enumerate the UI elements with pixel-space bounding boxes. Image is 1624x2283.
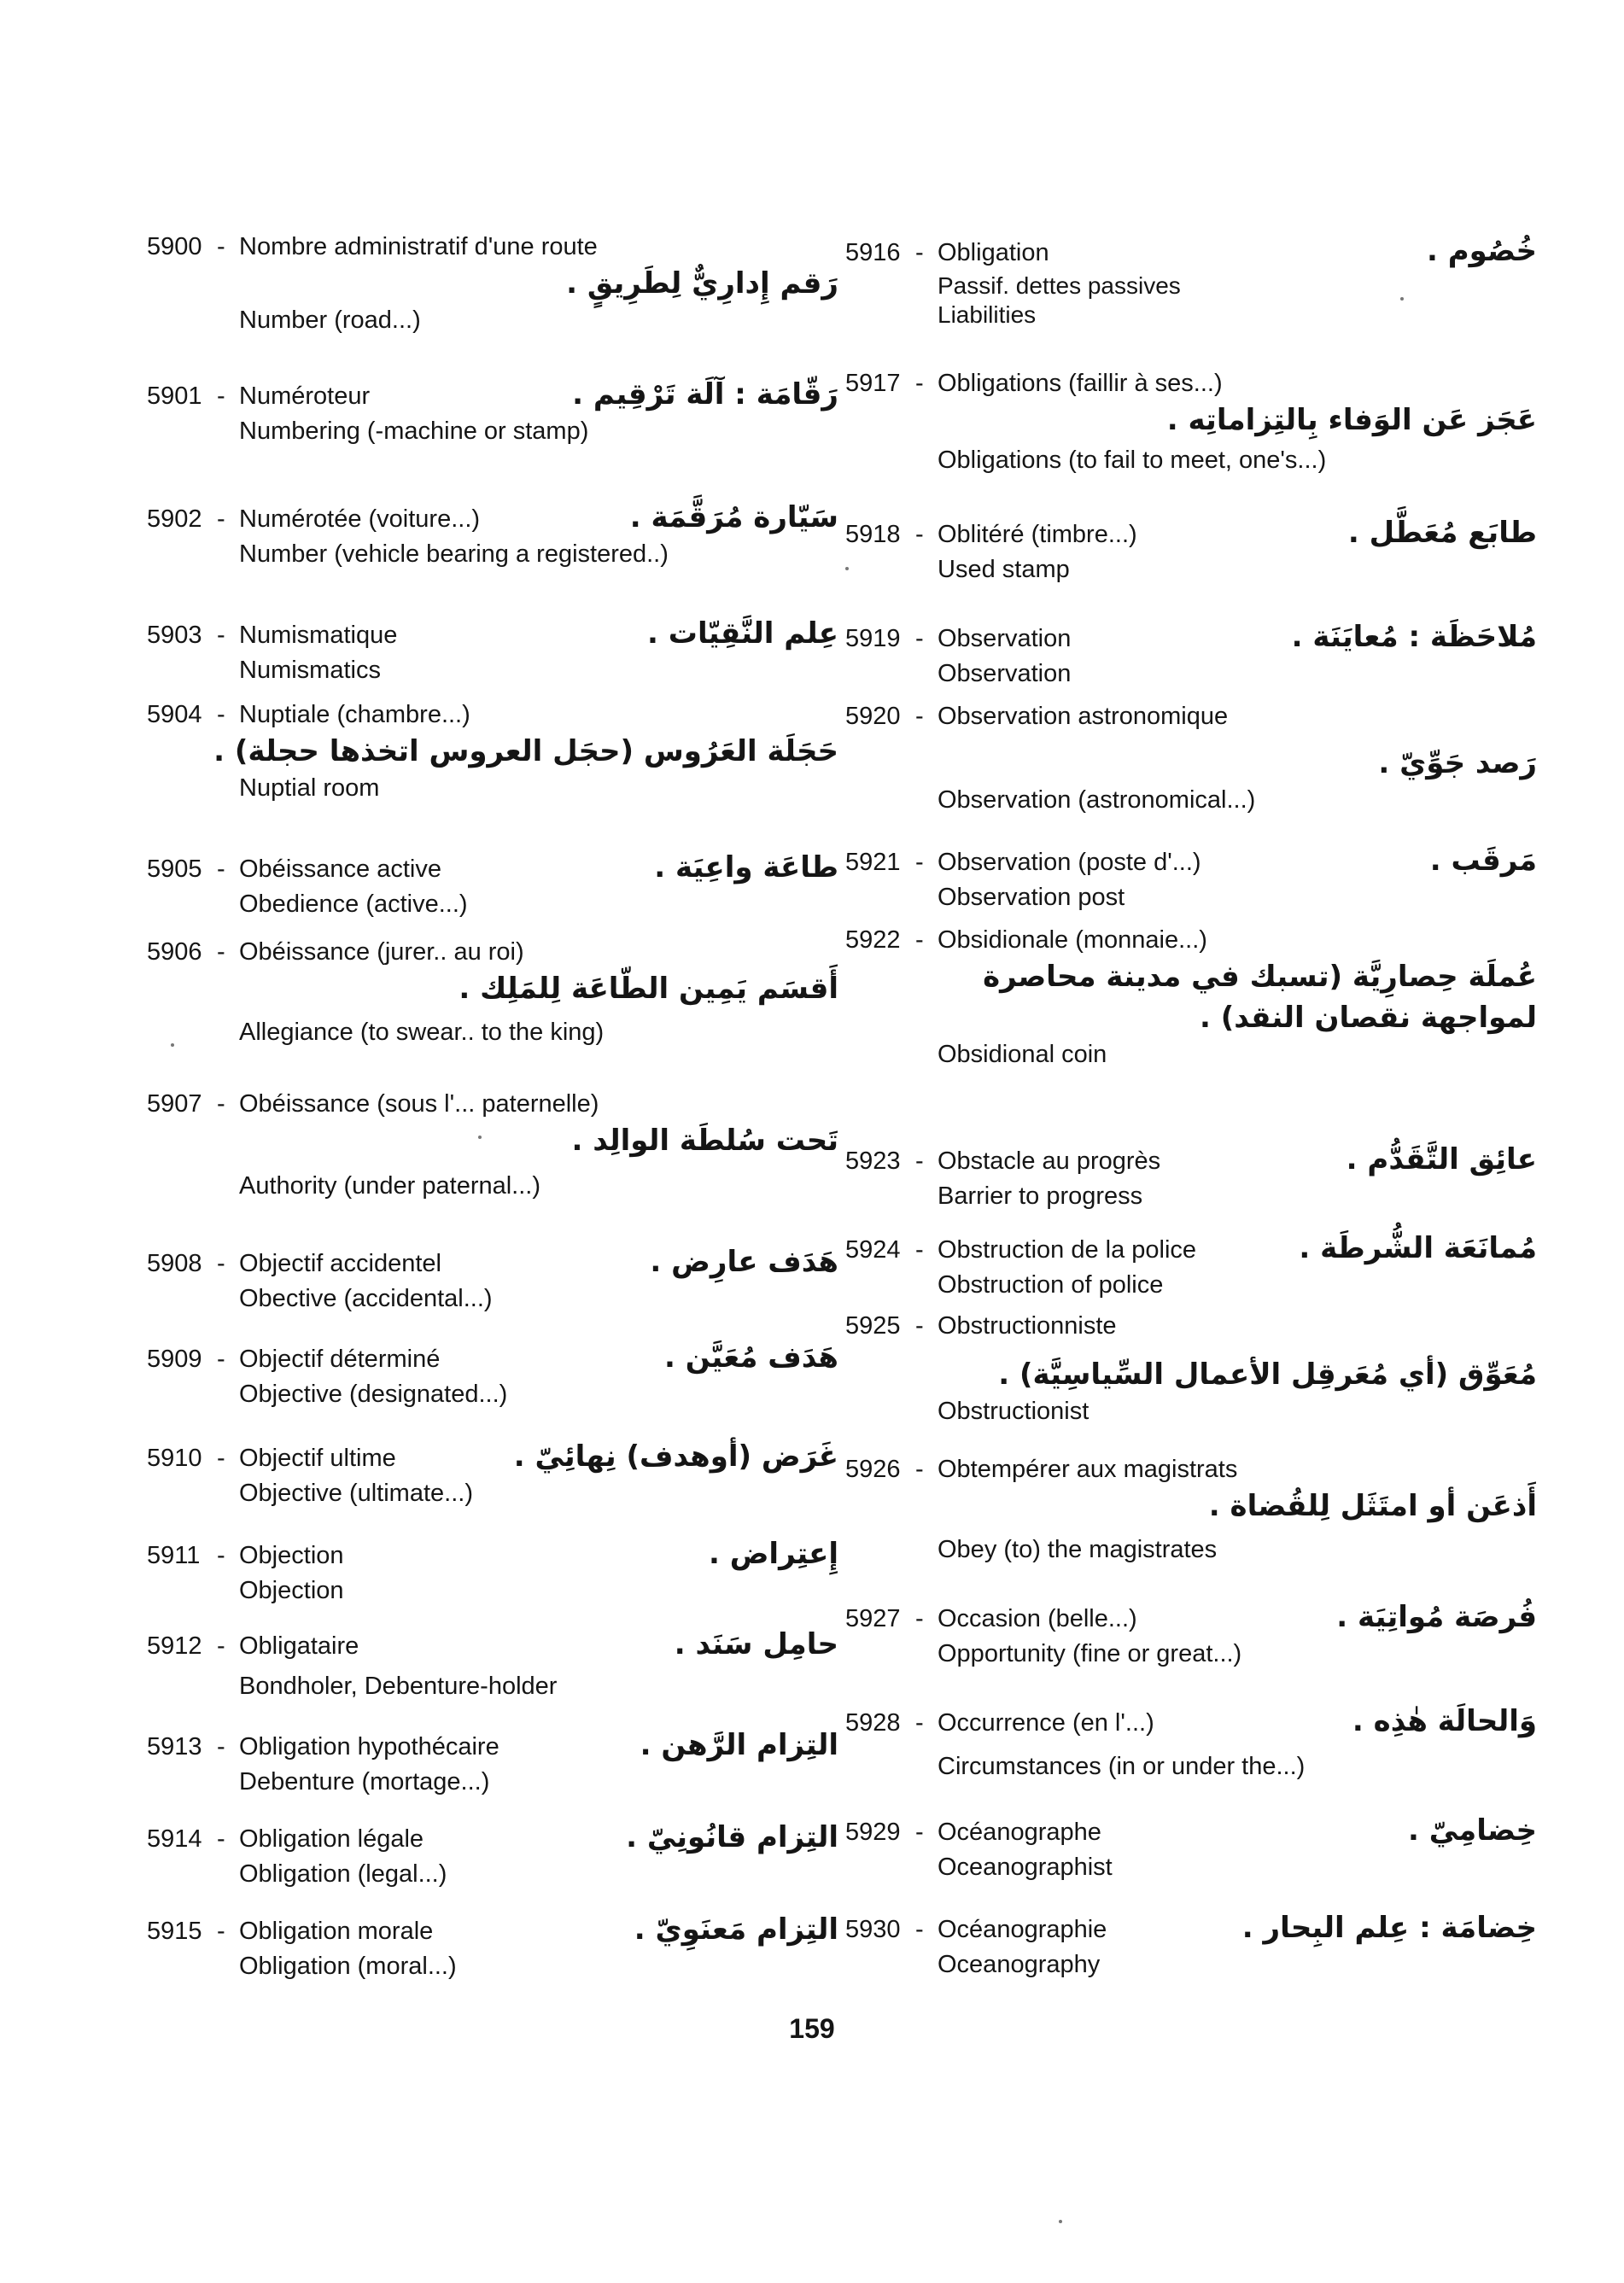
arabic-term: رَصد جَوِّيّ . (1378, 746, 1537, 780)
arabic-term: هَدَف مُعَيَّن . (663, 1340, 838, 1375)
entry-5904: 5904 - Nuptiale (chambre...) حَجَلَة العَرُوس (حجَل العروس اتخذها حجلة) . Nuptial room (147, 698, 838, 804)
french-term: Obtempérer aux magistrats (938, 1456, 1238, 1483)
entry-5914: 5914 - Obligation légale التِزام قانُونِيّ . Obligation (legal...) (147, 1817, 838, 1890)
english-term: Obstructionist (938, 1398, 1089, 1425)
french-gloss: Passif. dettes passives (938, 272, 1181, 299)
french-term: Océanographie (938, 1916, 1107, 1943)
english-term: Objective (designated...) (239, 1381, 508, 1408)
english-term: Objection (239, 1577, 344, 1604)
page-number: 159 (789, 2013, 835, 2044)
entry-5907: 5907 - Obéissance (sous l'... paternelle) تَحت سُلطَة الوالِد . Authority (under paternal...) (147, 1088, 838, 1202)
french-term: Nombre administratif d'une route (239, 233, 598, 260)
entry-number: 5916 (845, 239, 901, 266)
arabic-term: أَقسَم يَمِين الطّاعَة لِلمَلِك . (459, 972, 838, 1006)
french-term: Obligation (938, 239, 1049, 266)
entry-number: 5905 (147, 855, 202, 883)
entry-5917: 5917 - Obligations (faillir à ses...) عَجَز عَن الوَفاء بِالتِزاماتِه . Obligations (to fail to meet, one's...) (845, 367, 1537, 476)
english-term: Objective (ultimate...) (239, 1480, 473, 1507)
entry-5909: 5909 - Objectif déterminé هَدَف مُعَيَّن . Objective (designated...) (147, 1337, 838, 1410)
french-term: Obligation morale (239, 1918, 434, 1945)
english-term: Oceanography (938, 1951, 1101, 1978)
arabic-term: عُملَة حِصارِيَّة (تسبك في مدينة محاصرة (983, 960, 1537, 994)
arabic-term: رَقم إِدارِيٌّ لِطَرِيقٍ . (566, 266, 838, 301)
entry-number: 5901 (147, 382, 202, 410)
french-term: Obligation légale (239, 1825, 424, 1853)
english-term: Obective (accidental...) (239, 1285, 493, 1312)
arabic-term: التِزام الرَّهن . (640, 1728, 838, 1762)
arabic-term: مُعَوِّق (أي مُعَرقِل الأعمال السِّياسِيَّة) . (998, 1358, 1537, 1392)
entry-number: 5909 (147, 1346, 202, 1373)
entry-5921: 5921 - Observation (poste d'...) مَرقَب . Observation post (845, 840, 1537, 914)
english-term: Observation post (938, 884, 1125, 911)
english-term: Bondholer, Debenture-holder (239, 1673, 558, 1700)
entry-5908: 5908 - Objectif accidentel هَدَف عارِض . Obective (accidental...) (147, 1241, 838, 1315)
arabic-term: سَيّارة مُرَقَّمَة . (629, 500, 838, 534)
french-term: Obligations (faillir à ses...) (938, 370, 1223, 397)
entry-5924: 5924 - Obstruction de la police مُمانَعَة الشُّرطَة . Obstruction of police (845, 1228, 1537, 1301)
english-term: Observation (938, 660, 1072, 687)
entry-5912: 5912 - Obligataire حامِل سَنَد . Bondholer, Debenture-holder (147, 1624, 838, 1702)
arabic-term: حامِل سَنَد . (674, 1627, 838, 1661)
arabic-term: عَجَز عَن الوَفاء بِالتِزاماتِه . (1166, 403, 1537, 437)
english-term: Numbering (-machine or stamp) (239, 417, 589, 445)
french-term: Observation astronomique (938, 703, 1229, 730)
arabic-term: خِضامِيّ . (1408, 1813, 1537, 1848)
entry-number: 5920 (845, 703, 901, 730)
entry-number: 5925 (845, 1312, 901, 1340)
entry-5900: 5900 - Nombre administratif d'une route رَقم إِدارِيٌّ لِطَرِيقٍ . Number (road...) (147, 231, 838, 336)
entry-5903: 5903 - Numismatique عِلم النَّقِيّات . Numismatics (147, 613, 838, 686)
entry-5905: 5905 - Obéissance active طاعَة واعِيَة . Obedience (active...) (147, 847, 838, 920)
arabic-term: وَالحالَة هٰذِه . (1352, 1704, 1537, 1738)
arabic-term: مُلاحَظَة : مُعايَنَة . (1291, 620, 1537, 654)
english-term: Obstruction of police (938, 1271, 1164, 1299)
arabic-term: خُصُوم . (1427, 234, 1537, 268)
arabic-term: إِعتِراض . (708, 1537, 838, 1571)
entry-number: 5923 (845, 1147, 901, 1175)
english-term: Numismatics (239, 657, 381, 684)
arabic-term: طاعَة واعِيَة . (654, 850, 838, 885)
arabic-term: مُمانَعَة الشُّرطَة . (1299, 1231, 1537, 1265)
scan-speck (1059, 2220, 1062, 2223)
english-term: Obey (to) the magistrates (938, 1536, 1218, 1563)
entry-number: 5908 (147, 1250, 202, 1277)
french-term: Obéissance (sous l'... paternelle) (239, 1090, 599, 1118)
english-term: Used stamp (938, 556, 1070, 583)
english-term: Obligation (legal...) (239, 1860, 447, 1888)
entry-5919: 5919 - Observation مُلاحَظَة : مُعايَنَة . Observation (845, 616, 1537, 690)
english-term: Obedience (active...) (239, 890, 468, 918)
entry-5918: 5918 - Oblitéré (timbre...) طابَع مُعَطَّل . Used stamp (845, 512, 1537, 586)
french-term: Obéissance active (239, 855, 441, 883)
entry-number: 5930 (845, 1916, 901, 1943)
english-term: Obligation (moral...) (239, 1953, 457, 1980)
entry-5906: 5906 - Obéissance (jurer.. au roi) أَقسَم يَمِين الطّاعَة لِلمَلِك . Allegiance (to swear.. to the king) (147, 936, 838, 1048)
entry-5929: 5929 - Océanographe خِضامِيّ . Oceanographist (845, 1810, 1537, 1883)
french-term: Obstructionniste (938, 1312, 1117, 1340)
entry-number: 5928 (845, 1709, 901, 1737)
english-term: Liabilities (938, 301, 1037, 328)
french-term: Observation (poste d'...) (938, 849, 1201, 876)
french-term: Objectif accidentel (239, 1250, 441, 1277)
entry-number: 5924 (845, 1236, 901, 1264)
french-term: Numismatique (239, 622, 398, 649)
entry-number: 5906 (147, 938, 202, 966)
french-term: Obstacle au progrès (938, 1147, 1161, 1175)
arabic-term: طابَع مُعَطَّل . (1347, 516, 1537, 550)
arabic-term: عِلم النَّقِيّات . (647, 616, 838, 651)
arabic-term: عائِق التَّقَدُّم . (1346, 1142, 1537, 1177)
entry-number: 5910 (147, 1445, 202, 1472)
french-term: Objectif ultime (239, 1445, 396, 1472)
english-term: Nuptial room (239, 774, 380, 802)
entry-5928: 5928 - Occurrence (en l'...) وَالحالَة هٰذِه . Circumstances (in or under the...) (845, 1701, 1537, 1783)
arabic-term: خِضامَة : عِلم البِحار . (1241, 1911, 1537, 1945)
french-term: Objection (239, 1542, 344, 1569)
english-term: Obligations (to fail to meet, one's...) (938, 447, 1327, 474)
entry-5916: 5916 - Obligation خُصُوم . Passif. dettes passives Liabilities (845, 231, 1537, 330)
english-term: Debenture (mortage...) (239, 1768, 490, 1795)
arabic-term-continued: لمواجهة نقصان النقد) . (1199, 1001, 1537, 1035)
entry-5930: 5930 - Océanographie خِضامَة : عِلم البِحار . Oceanography (845, 1907, 1537, 1981)
french-term: Observation (938, 625, 1072, 652)
entry-5925: 5925 - Obstructionniste مُعَوِّق (أي مُعَرقِل الأعمال السِّياسِيَّة) . Obstructionist (845, 1310, 1537, 1428)
entry-number: 5919 (845, 625, 901, 652)
french-term: Objectif déterminé (239, 1346, 441, 1373)
english-term: Allegiance (to swear.. to the king) (239, 1019, 605, 1046)
scan-speck (845, 567, 849, 570)
french-term: Obéissance (jurer.. au roi) (239, 938, 524, 966)
english-term: Barrier to progress (938, 1182, 1143, 1210)
english-term: Authority (under paternal...) (239, 1172, 541, 1200)
french-term: Obligataire (239, 1632, 359, 1660)
entry-number: 5913 (147, 1733, 202, 1760)
entry-number: 5927 (845, 1605, 901, 1632)
entry-5911: 5911 - Objection إِعتِراض . Objection (147, 1533, 838, 1607)
entry-5926: 5926 - Obtempérer aux magistrats أَذعَن أو امتَثَل لِلقُضاة . Obey (to) the magistrates (845, 1453, 1537, 1566)
entry-5927: 5927 - Occasion (belle...) فُرصَة مُواتِيَة . Opportunity (fine or great...) (845, 1597, 1537, 1670)
entry-number: 5907 (147, 1090, 202, 1118)
entry-5915: 5915 - Obligation morale التِزام مَعنَوِيّ . Obligation (moral...) (147, 1909, 838, 1982)
entry-number: 5921 (845, 849, 901, 876)
entry-5902: 5902 - Numérotée (voiture...) سَيّارة مُرَقَّمَة . Number (vehicle bearing a registered..) (147, 497, 838, 570)
arabic-term: فُرصَة مُواتِيَة . (1336, 1600, 1537, 1634)
arabic-term: غَرَض (أوهدف) نِهائِيّ . (513, 1439, 838, 1474)
entry-number: 5915 (147, 1918, 202, 1945)
french-term: Occasion (belle...) (938, 1605, 1137, 1632)
entry-number: 5900 (147, 233, 202, 260)
french-term: Obsidionale (monnaie...) (938, 926, 1207, 954)
french-term: Obstruction de la police (938, 1236, 1197, 1264)
arabic-term: أَذعَن أو امتَثَل لِلقُضاة . (1208, 1489, 1537, 1523)
entry-number: 5917 (845, 370, 901, 397)
entry-number: 5914 (147, 1825, 202, 1853)
arabic-term: التِزام مَعنَوِيّ . (634, 1912, 838, 1947)
french-term: Numéroteur (239, 382, 371, 410)
english-term: Oceanographist (938, 1854, 1113, 1881)
english-term: Number (road...) (239, 307, 421, 334)
entry-number: 5929 (845, 1819, 901, 1846)
entry-number: 5926 (845, 1456, 901, 1483)
entry-5923: 5923 - Obstacle au progrès عائِق التَّقَدُّم . Barrier to progress (845, 1139, 1537, 1212)
arabic-term: التِزام قانُونِيّ . (626, 1820, 838, 1854)
entry-5913: 5913 - Obligation hypothécaire التِزام الرَّهن . Debenture (mortage...) (147, 1725, 838, 1798)
arabic-term: مَرقَب . (1429, 844, 1537, 878)
entry-number: 5904 (147, 701, 202, 728)
arabic-term: تَحت سُلطَة الوالِد . (571, 1124, 838, 1158)
entry-5910: 5910 - Objectif ultime غَرَض (أوهدف) نِهائِيّ . Objective (ultimate...) (147, 1436, 838, 1509)
entry-number: 5918 (845, 521, 901, 548)
french-term: Oblitéré (timbre...) (938, 521, 1137, 548)
french-term: Nuptiale (chambre...) (239, 701, 470, 728)
french-term: Numérotée (voiture...) (239, 505, 481, 533)
english-term: Opportunity (fine or great...) (938, 1640, 1242, 1667)
english-term: Observation (astronomical...) (938, 786, 1256, 814)
entry-5920: 5920 - Observation astronomique رَصد جَوِّيّ . Observation (astronomical...) (845, 700, 1537, 816)
french-term: Occurrence (en l'...) (938, 1709, 1154, 1737)
arabic-term: هَدَف عارِض . (650, 1245, 838, 1279)
arabic-term: حَجَلَة العَرُوس (حجَل العروس اتخذها حجلة) . (213, 734, 838, 768)
english-term: Circumstances (in or under the...) (938, 1753, 1306, 1780)
entry-number: 5903 (147, 622, 202, 649)
english-term: Number (vehicle bearing a registered..) (239, 540, 669, 568)
entry-5922: 5922 - Obsidionale (monnaie...) عُملَة حِصارِيَّة (تسبك في مدينة محاصرة لمواجهة نقصان النقد) . Obsidional coin (845, 924, 1537, 1071)
entry-number: 5911 (147, 1542, 201, 1569)
french-term: Obligation hypothécaire (239, 1733, 499, 1760)
scan-speck (171, 1043, 174, 1047)
scan-speck (1400, 297, 1404, 301)
entry-5901: 5901 - Numéroteur رَقّامَة : آلَة تَرْقِيم . Numbering (-machine or stamp) (147, 374, 838, 447)
english-term: Obsidional coin (938, 1041, 1107, 1068)
scan-speck (478, 1136, 482, 1139)
entry-number: 5902 (147, 505, 202, 533)
french-term: Océanographe (938, 1819, 1101, 1846)
entry-number: 5922 (845, 926, 901, 954)
entry-number: 5912 (147, 1632, 202, 1660)
arabic-term: رَقّامَة : آلَة تَرْقِيم . (572, 377, 838, 412)
